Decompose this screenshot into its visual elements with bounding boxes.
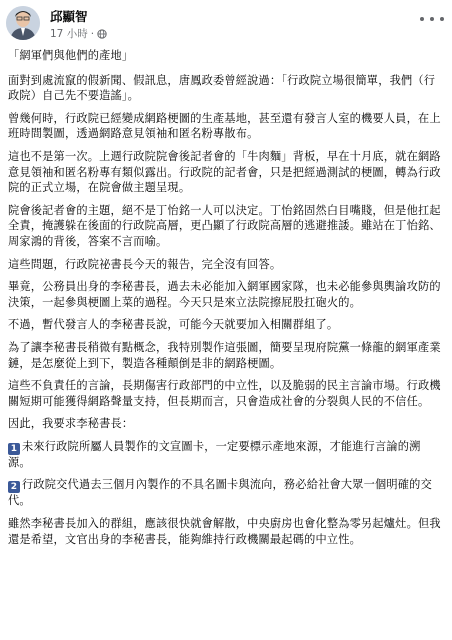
paragraph: 院會後記者會的主題，絕不是丁怡銘一人可以決定。丁怡銘固然白目嘴賤，但是他扛起全責，掩護躲在後面的行政院高層，更凸顯了行政院高層的逃避推諉。雖站在丁怡銘、周家鴻的背後，答案不言而喻。 — [8, 203, 441, 248]
keycap-2-icon: 2 — [8, 481, 20, 493]
post-title: 「網軍們與他們的產地」 — [8, 49, 134, 62]
post-meta — [50, 26, 107, 41]
paragraph: 為了讓李秘書長稍微有點概念，我特別製作這張圖，簡要呈現府院黨一條龍的網軍產業鏈，是怎麼從上到下，製造各種顛倒是非的網路梗圖。 — [8, 340, 441, 370]
avatar[interactable] — [6, 6, 40, 40]
globe-icon[interactable] — [97, 29, 107, 39]
paragraph: 面對到處流竄的假新聞、假訊息，唐鳳政委曾經說過：「行政院立場很簡單，我們（行政院）自己先不要造謠」。 — [8, 73, 436, 103]
post-body — [8, 48, 442, 554]
post-timestamp[interactable]: 17 小時 — [50, 28, 88, 40]
paragraph: 曾幾何時，行政院已經變成網路梗圖的生產基地，甚至還有發言人室的機要人員，在上班時間製圖，透過網路意見領袖和匿名粉專散布。 — [8, 111, 441, 141]
paragraph: 不過，暫代發言人的李秘書長說，可能今天就要加入相關群組了。 — [8, 318, 339, 332]
list-item-text: 行政院交代過去三個月內製作的不具名圖卡與流向，務必給社會大眾一個明確的交代。 — [8, 478, 432, 508]
keycap-1-icon: 1 — [8, 443, 20, 455]
paragraph: 雖然李秘書長加入的群組，應該很快就會解散，中央廚房也會化整為零另起爐灶。但我還是希望，文官出身的李秘書長，能夠維持行政機關最起碼的中立性。 — [8, 517, 441, 546]
list-item — [8, 439, 442, 471]
paragraph: 畢竟，公務員出身的李秘書長，過去未必能加入網軍國家隊，也未必能參與輿論攻防的決策，一起參與梗圖上菜的過程。今天只是來立法院擦屁股扛砲火的。 — [8, 280, 441, 309]
paragraph: 這也不是第一次。上週行政院院會後記者會的「牛肉麵」背板，早在十月底，就在網路意見領袖和匿名粉專有類似露出。行政院的記者會，只是把經過測試的梗圖，轉為行政院的正式立場，在院會做主題呈現。 — [8, 149, 441, 195]
list-item-text: 未來行政院所屬人員製作的文宣圖卡，一定要標示產地來源，才能進行言論的溯源。 — [8, 439, 421, 469]
paragraph: 因此，我要求李秘書長： — [8, 417, 134, 431]
post-header — [6, 6, 446, 42]
paragraph: 這些不負責任的言論，長期傷害行政部門的中立性，以及脆弱的民主言論市場。行政機關短期可能獲得網路聲量支持，但長期而言，只會造成社會的分裂與人民的不信任。 — [8, 379, 441, 408]
paragraph: 這些問題，行政院祕書長今天的報告，完全沒有回答。 — [8, 257, 282, 271]
list-item — [8, 477, 442, 509]
more-options-icon[interactable] — [420, 12, 444, 26]
author-name[interactable]: 邱顯智 — [50, 9, 88, 24]
meta-separator: · — [90, 27, 95, 40]
